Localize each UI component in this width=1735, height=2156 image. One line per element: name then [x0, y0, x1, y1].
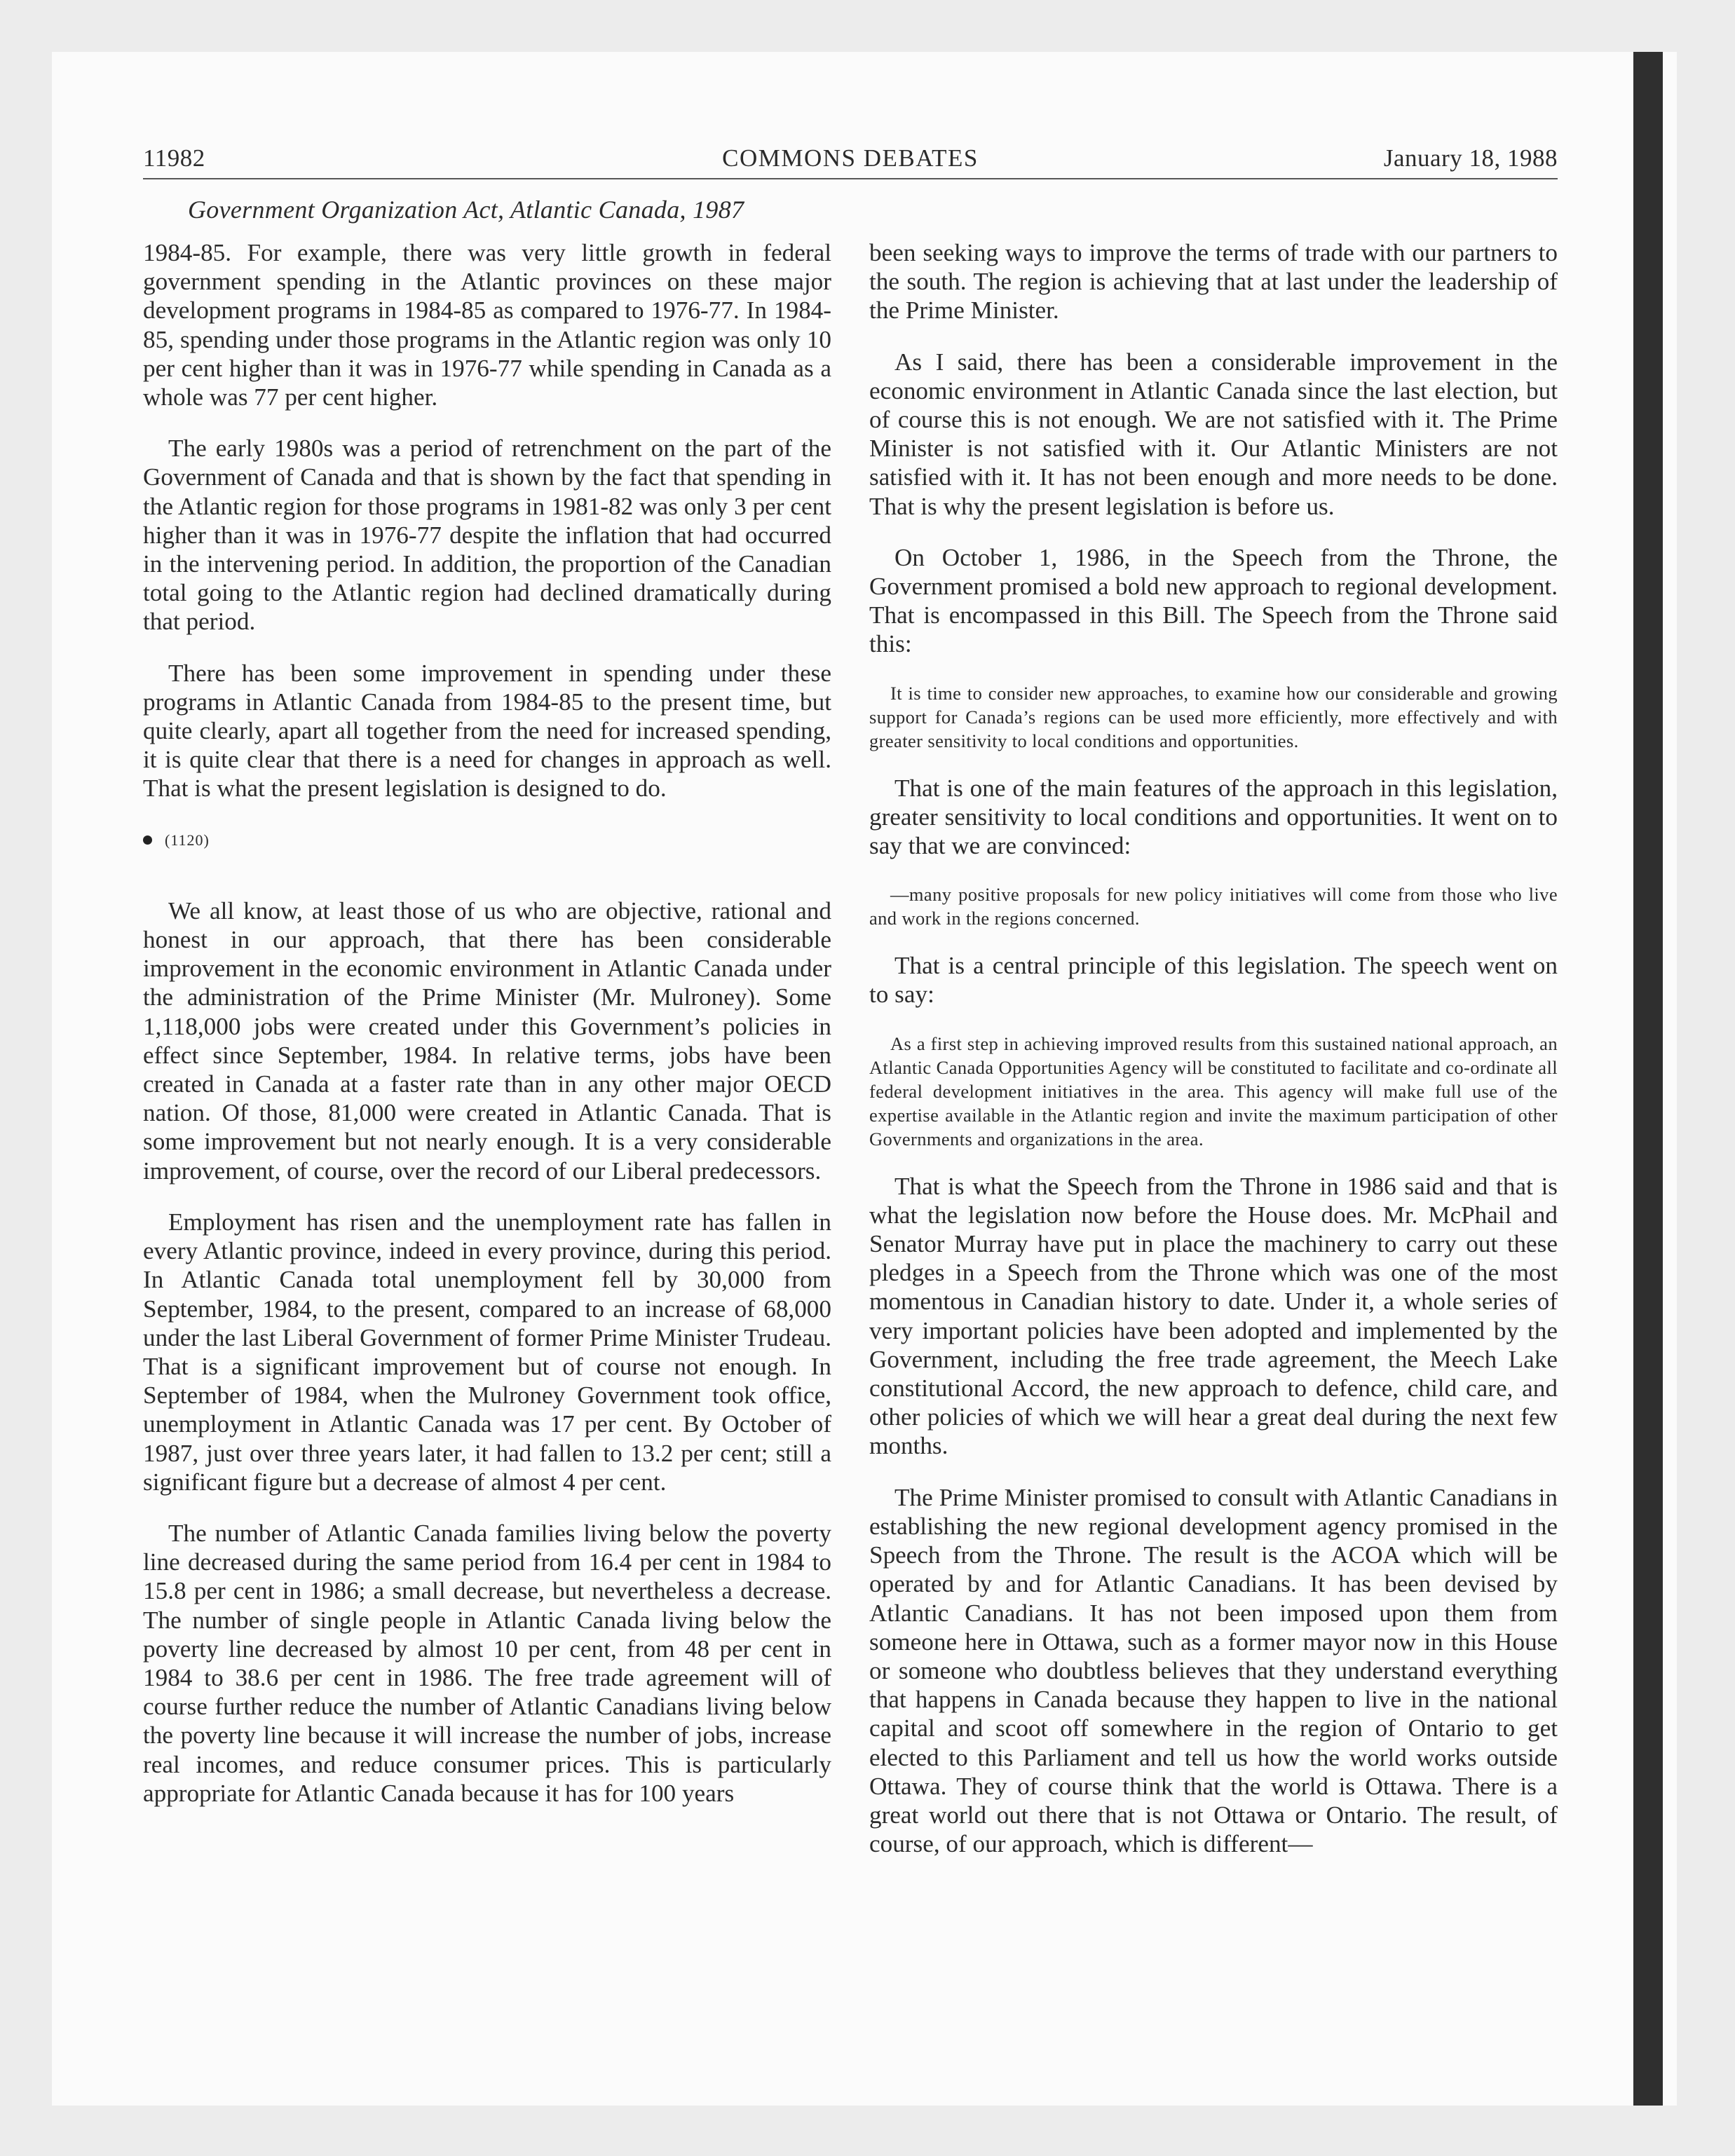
left-column — [143, 238, 831, 1830]
quote-text: It is time to consider new approaches, to examine how our considerable and growing support for Canada’s regions can be used more efficiently, more effectively and with greater sensitivity to local conditions and opportunities. — [869, 682, 1558, 751]
paragraph: Employment has risen and the unemployment rate has fallen in every Atlantic province, indeed in every province, during this period. In Atlantic Canada total unemployment fell by 30,000 from September, 1984, to the present, compared to an increase of 68,000 under the last Liberal Government of former Prime Minister Trudeau. That is a significant improvement but of course not enough. In September of 1984, when the Mulroney Government took office, unemployment in Atlantic Canada was 17 per cent. By October of 1987, just over three years later, it had fallen to 13.2 per cent; still a significant figure but a decrease of almost 4 per cent. — [143, 1208, 831, 1496]
paragraph: As I said, there has been a considerable improvement in the economic environment in Atlantic Canada since the last election, but of course this is not enough. We are not satisfied with it. The Prime Minister is not satisfied with it. Our Atlantic Ministers are not satisfied with it. It has not been enough and more needs to be done. That is why the present legislation is before us. — [869, 348, 1558, 520]
publication-date: January 18, 1988 — [1383, 144, 1558, 172]
quote-text: —many positive proposals for new policy initiatives will come from those who live and work in the regions concerned. — [869, 884, 1558, 929]
block-quote — [869, 681, 1558, 753]
paragraph: 1984-85. For example, there was very little growth in federal government spending in the Atlantic provinces on these major development programs in 1984-85 as compared to 1976-77. In 1984-85, spending under those programs in the Atlantic region was only 10 per cent higher than it was in 1976-77 while spending in Canada as a whole was 77 per cent higher. — [143, 239, 831, 411]
paragraph: That is one of the main features of the approach in this legislation, greater sensitivity to local conditions and opportunities. It went on to say that we are convinced: — [869, 774, 1558, 860]
header-rule — [143, 178, 1558, 179]
scan-edge-bar — [1633, 52, 1663, 2106]
paragraph: There has been some improvement in spending under these programs in Atlantic Canada from 1984-85 to the present time, but quite clearly, apart all together from the need for increased spending, it is quite clear that there is a need for changes in approach as well. That is what the present legislation is designed to do. — [143, 659, 831, 803]
quote-text: As a first step in achieving improved results from this sustained national approach, an Atlantic Canada Opportunities Agency will be constituted to facilitate and co-ordinate all federal development initiatives in the area. This agency will make full use of the expertise available in the Atlantic region and invite the maximum participation of other Governments and organizations in the area. — [869, 1032, 1558, 1149]
paragraph: The number of Atlantic Canada families living below the poverty line decreased during the same period from 16.4 per cent in 1984 to 15.8 per cent in 1986; a small decrease, but nevertheless a decrease. The number of single people in Atlantic Canada living below the poverty line decreased by almost 10 per cent, from 48 per cent in 1984 to 38.6 per cent in 1986. The free trade agreement will of course further reduce the number of Atlantic Canadians living below the poverty line because it will increase the number of jobs, increase real incomes, and reduce consumer prices. This is particularly appropriate for Atlantic Canada because it has for 100 years — [143, 1519, 831, 1807]
paragraph: On October 1, 1986, in the Speech from the Throne, the Government promised a bold new approach to regional development. That is encompassed in this Bill. The Speech from the Throne said this: — [869, 543, 1558, 658]
paragraph: That is a central principle of this legislation. The speech went on to say: — [869, 952, 1558, 1009]
bullet-icon — [143, 835, 152, 845]
publication-title: COMMONS DEBATES — [722, 144, 979, 172]
page-number: 11982 — [143, 144, 205, 172]
paragraph: The early 1980s was a period of retrenchment on the part of the Government of Canada and that is shown by the fact that spending in the Atlantic region for those programs in 1981-82 was only 3 per cent higher than it was in 1976-77 despite the inflation that had occurred in the intervening period. In addition, the proportion of the Canadian total going to the Atlantic region had declined dramatically during that period. — [143, 435, 831, 636]
page-header — [143, 144, 1558, 181]
block-quote — [869, 882, 1558, 930]
paragraph: That is what the Speech from the Throne in 1986 said and that is what the legislation now before the House does. Mr. McPhail and Senator Murray have put in place the machinery to carry out these pledges in a Speech from the Throne which was one of the most momentous in Canadian history to date. Under it, a whole series of very important policies have been adopted and implemented by the Government, including the free trade agreement, the Meech Lake constitutional Accord, the new approach to defence, child care, and other policies of which we will hear a great deal during the next few months. — [869, 1172, 1558, 1460]
time-marker-label: (1120) — [165, 831, 210, 849]
paragraph: The Prime Minister promised to consult with Atlantic Canadians in establishing the new regional development agency promised in the Speech from the Throne. The result is the ACOA which will be operated by and for Atlantic Canadians. It has been devised by Atlantic Canadians. It has not been imposed upon them from someone here in Ottawa, such as a former mayor now in this House or someone who doubtless believes that they understand everything that happens in Canada because they happen to live in the national capital and scoot off somewhere in the region of Ontario to get elected to this Parliament and tell us how the world works outside Ottawa. They of course think that the world is Ottawa. There is a great world out there that is not Ottawa or Ontario. The result, of course, of our approach, which is different— — [869, 1483, 1558, 1858]
block-quote — [869, 1032, 1558, 1151]
right-column — [869, 238, 1558, 1881]
running-head: Government Organization Act, Atlantic Canada, 1987 — [188, 196, 744, 224]
time-marker — [143, 826, 831, 854]
paragraph: been seeking ways to improve the terms of trade with our partners to the south. The region is achieving that at last under the leadership of the Prime Minister. — [869, 239, 1558, 325]
paragraph: We all know, at least those of us who are objective, rational and honest in our approach, that there has been considerable improvement in the economic environment in Atlantic Canada under the administration of the Prime Minister (Mr. Mulroney). Some 1,118,000 jobs were created under this Government’s policies in effect since September, 1984. In relative terms, jobs have been created in Canada at a faster rate than in any other major OECD nation. Of those, 81,000 were created in Atlantic Canada. That is some improvement but not nearly enough. It is a very considerable improvement, of course, over the record of our Liberal predecessors. — [143, 896, 831, 1185]
